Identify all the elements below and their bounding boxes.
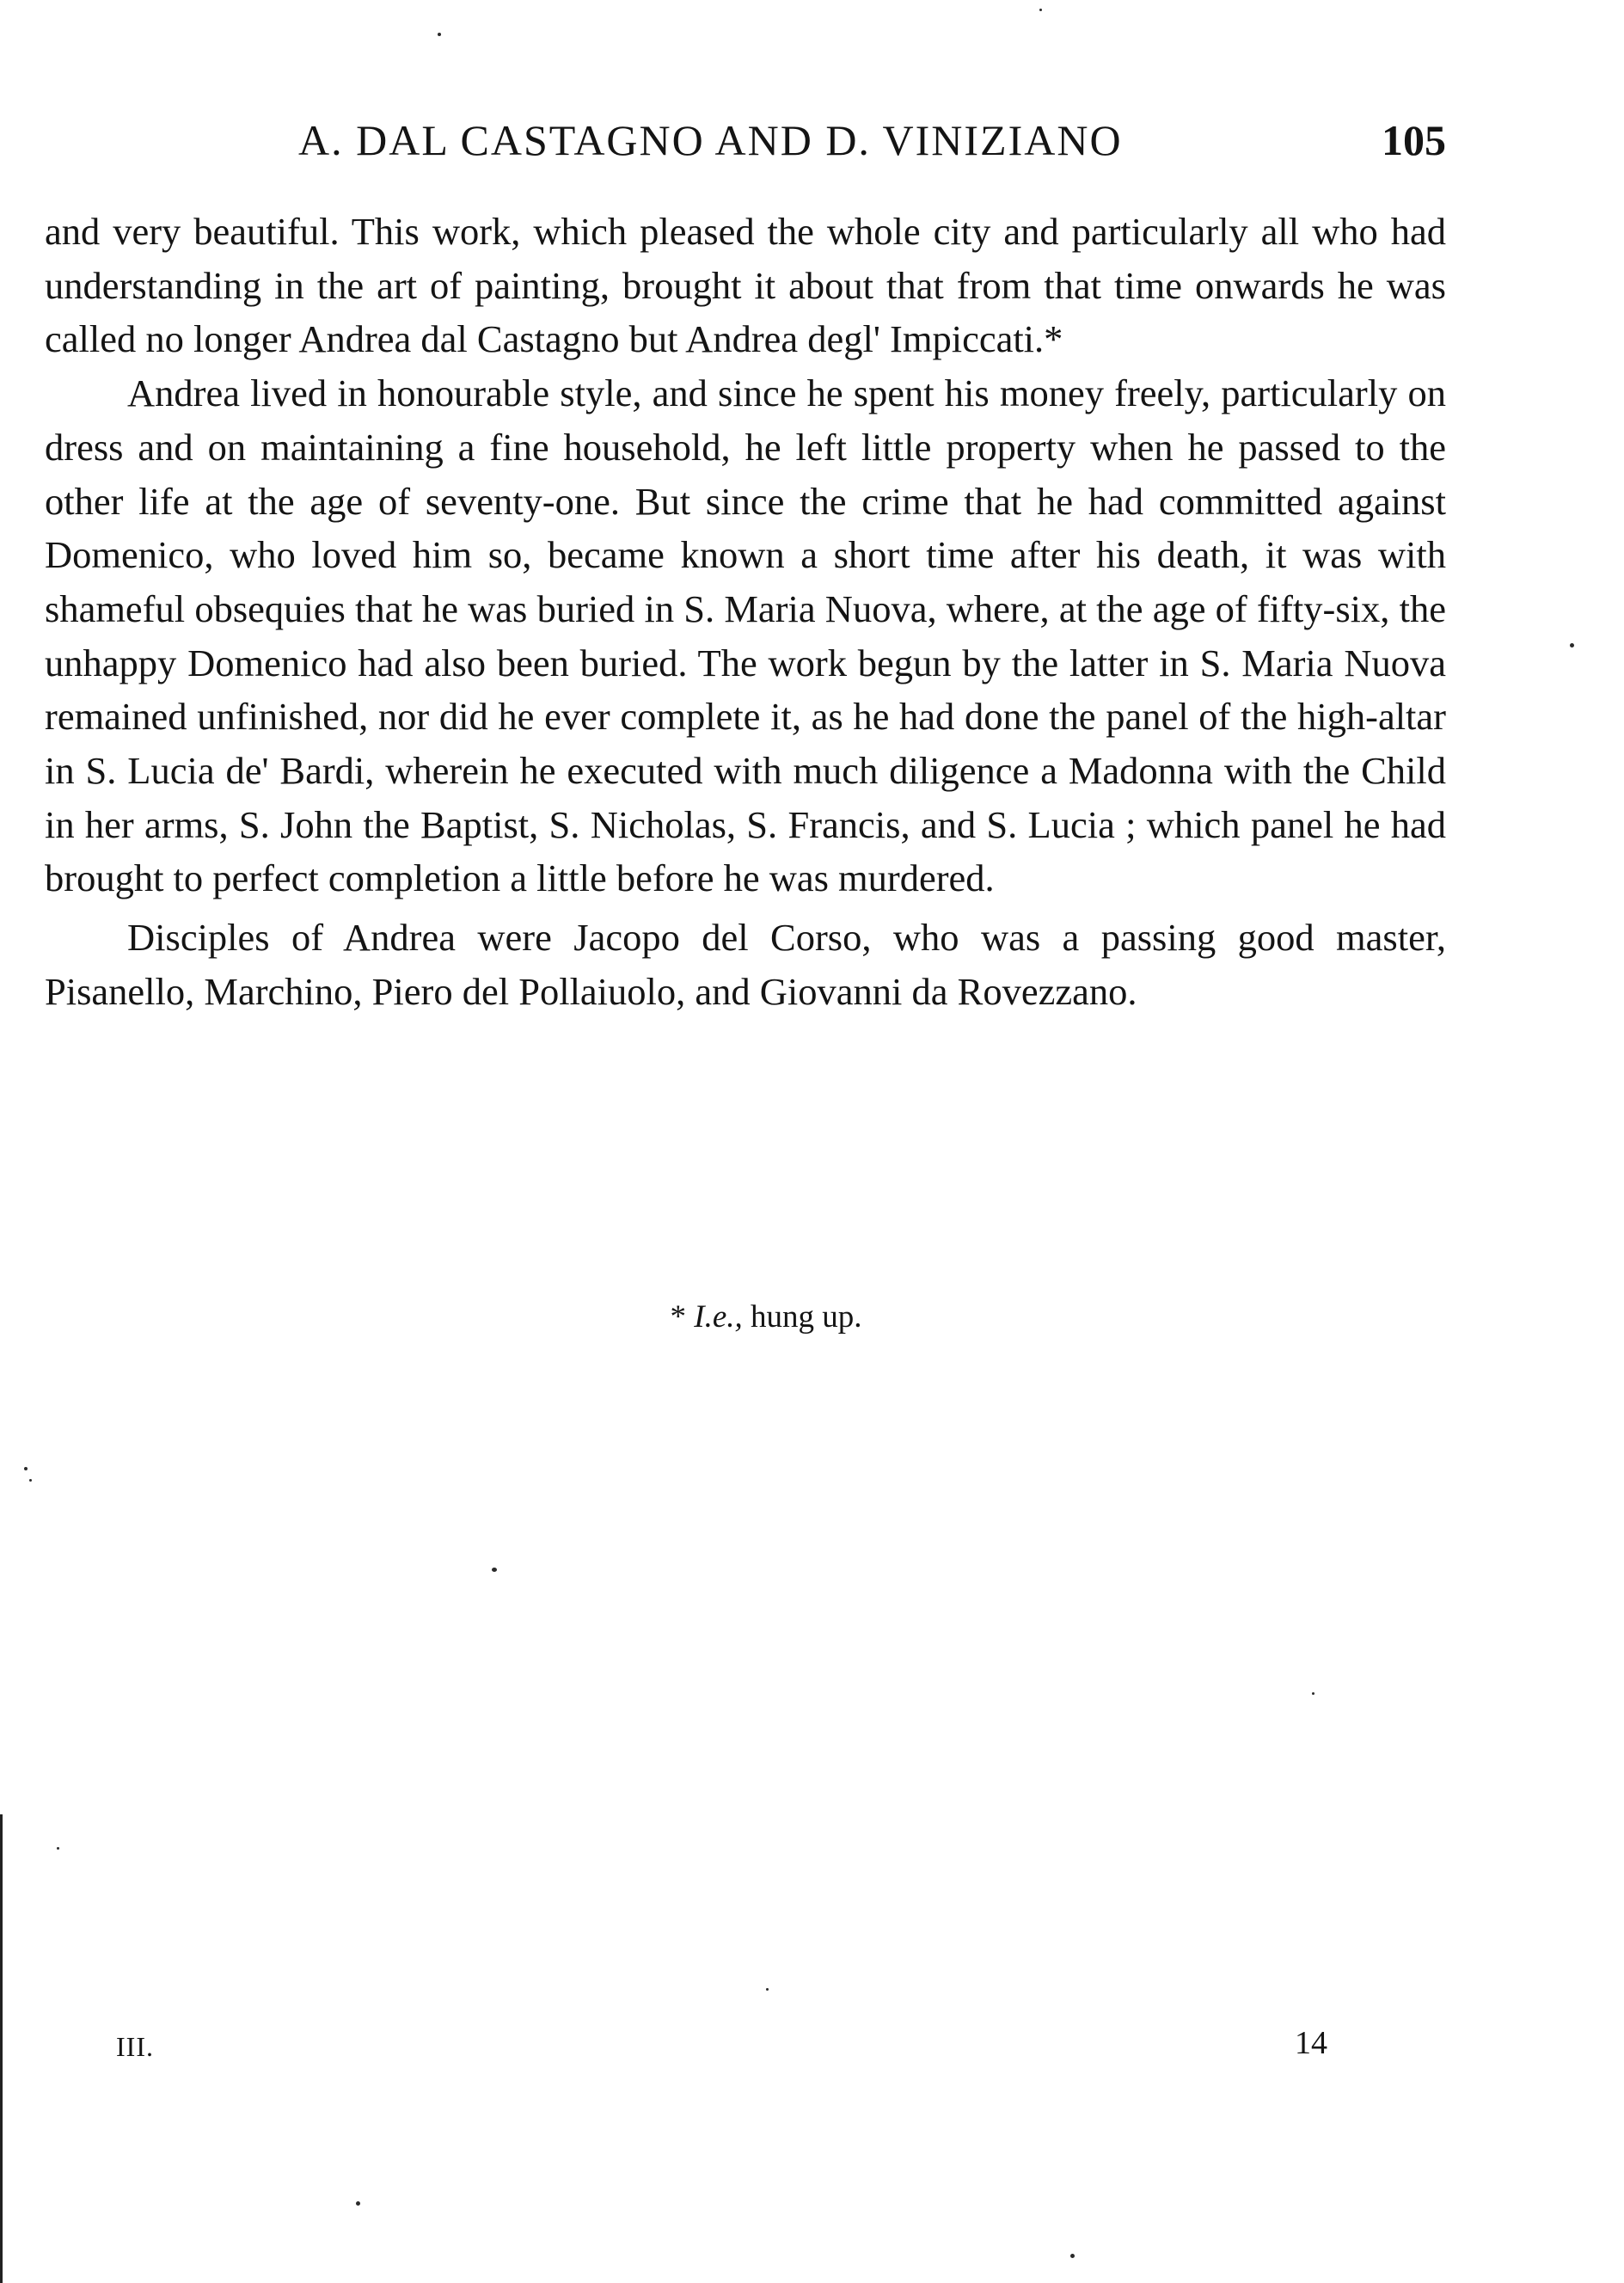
footnote-marker: * bbox=[670, 1299, 686, 1335]
paragraph-continuation: and very beautiful. This work, which pleased the whole city and particularly all who had understanding in the art of painting, brought it about that from that time onwards he was called no longer Andrea dal Castagno but Andrea degl' Impiccati.* bbox=[45, 210, 1446, 361]
footnote-abbreviation: I.e., bbox=[694, 1299, 743, 1335]
sheet-number: 14 bbox=[1295, 2025, 1327, 2061]
footnote-text: hung up. bbox=[751, 1299, 862, 1335]
scan-edge-line bbox=[0, 1814, 3, 2283]
scan-speck bbox=[766, 1988, 769, 1991]
body-text bbox=[45, 205, 1446, 1019]
scan-speck bbox=[492, 1568, 497, 1572]
scan-speck bbox=[24, 1467, 28, 1470]
footnote bbox=[45, 1296, 1446, 1339]
scan-speck bbox=[1070, 2254, 1075, 2258]
scan-speck bbox=[438, 33, 441, 36]
scan-speck bbox=[1570, 643, 1574, 647]
page-number: 105 bbox=[1382, 116, 1446, 164]
running-title: A. DAL CASTAGNO AND D. VINIZIANO bbox=[298, 116, 1123, 164]
signature-mark: III. bbox=[116, 2031, 154, 2062]
paragraph-andrea-lived: Andrea lived in honourable style, and since he spent his money freely, particularly on dress and on maintaining a fine household, he left little property when he passed to the other life at the age of seventy-one. But since the crime that he had committed against Domenico, who loved him so, became known a short time after his death, it was with shameful obsequies that he was buried in S. Maria Nuova, where, at the age of fifty-six, the unhappy Domenico had also been buried. The work begun by the latter in S. Maria Nuova remained unfinished, nor did he ever complete it, as he had done the panel of the high-altar in S. Lucia de' Bardi, wherein he executed with much diligence a Madonna with the Child in her arms, S. John the Baptist, S. Nicholas, S. Francis, and S. Lucia ; which panel he had brought to perfect completion a little before he was murdered. bbox=[45, 371, 1446, 900]
scan-speck bbox=[29, 1479, 32, 1482]
paragraph-disciples: Disciples of Andrea were Jacopo del Corso, who was a passing good master, Pisanello, Marchino, Piero del Pollaiuolo, and Giovanni da Rovezzano. bbox=[45, 916, 1446, 1013]
scan-speck bbox=[1039, 9, 1042, 11]
running-head bbox=[45, 110, 1446, 170]
scan-speck bbox=[1312, 1692, 1315, 1695]
scan-speck bbox=[57, 1847, 59, 1850]
scan-speck bbox=[356, 2201, 360, 2206]
